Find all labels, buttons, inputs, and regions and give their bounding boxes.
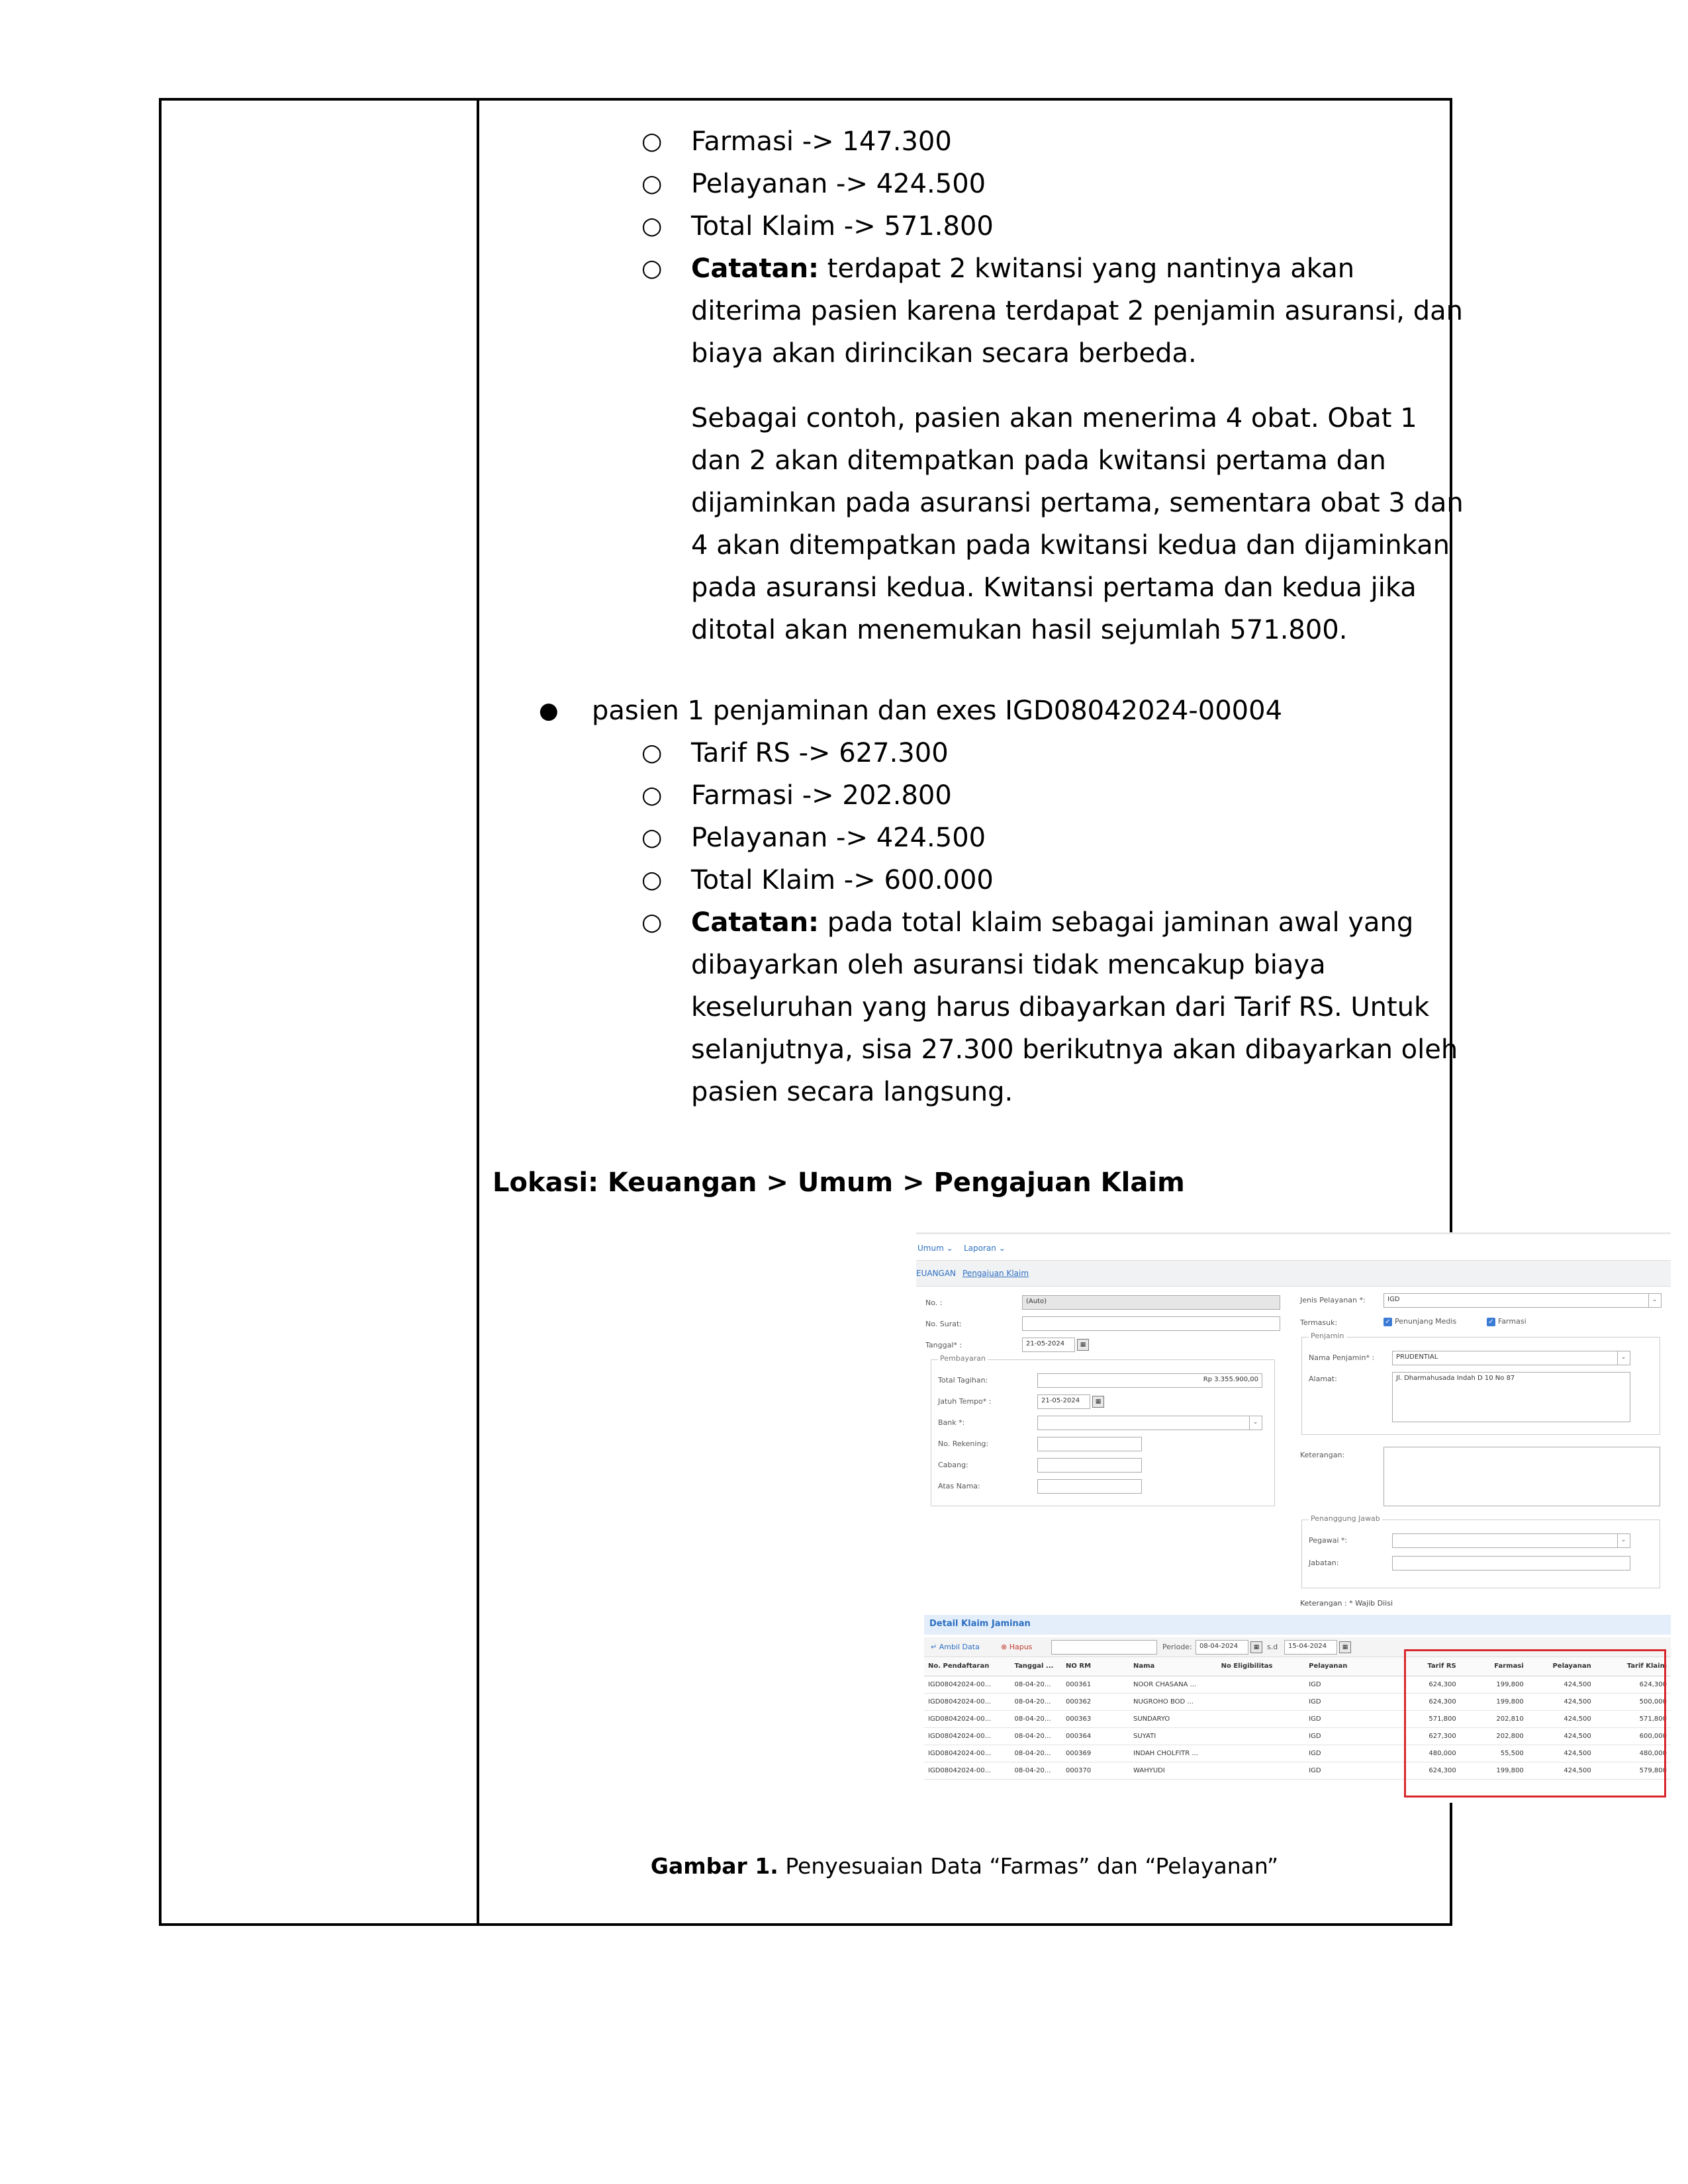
circle-bullet-icon: ○ <box>641 128 663 155</box>
table-cell: 199,800 <box>1460 1762 1528 1779</box>
figure-caption <box>492 1853 1436 1879</box>
column-header[interactable]: No Eligibilitas <box>1217 1657 1305 1676</box>
table-cell: IGD08042024-00... <box>924 1745 1011 1762</box>
column-divider <box>477 101 479 1923</box>
caption-text: Penyesuaian Data “Farmas” dan “Pelayanan” <box>778 1853 1279 1879</box>
table-cell: 199,800 <box>1460 1676 1528 1693</box>
table-cell: IGD08042024-00... <box>924 1727 1011 1745</box>
search-input[interactable] <box>1051 1640 1157 1655</box>
nama-penjamin-select[interactable]: PRUDENTIAL <box>1392 1351 1630 1365</box>
table-cell: 624,300 <box>1406 1693 1460 1710</box>
table-cell: 624,300 <box>1595 1676 1671 1693</box>
bullet-item: ● pasien 1 penjaminan dan exes IGD08042024-00004 <box>592 690 1452 732</box>
table-cell: 424,500 <box>1528 1727 1595 1745</box>
keterangan-field[interactable] <box>1383 1447 1660 1506</box>
table-cell: SUNDARYO <box>1129 1710 1217 1727</box>
list-item: ○ Farmasi -> 147.300 <box>691 120 1466 163</box>
table-cell: 08-04-20... <box>1011 1676 1062 1693</box>
tab-bar <box>916 1260 1671 1287</box>
table-cell: 480,000 <box>1406 1745 1460 1762</box>
no-surat-field[interactable] <box>1022 1316 1280 1331</box>
table-cell: 579,800 <box>1595 1762 1671 1779</box>
menu-bar <box>916 1232 1671 1260</box>
circle-bullet-icon: ○ <box>641 866 663 893</box>
check-icon: ✓ <box>1487 1318 1495 1326</box>
table-cell: IGD <box>1305 1727 1406 1745</box>
atas-nama-label: Atas Nama: <box>938 1482 980 1490</box>
calendar-icon[interactable]: ▦ <box>1077 1339 1089 1351</box>
column-header[interactable]: Tarif Klaim <box>1595 1657 1671 1676</box>
no-rekening-label: No. Rekening: <box>938 1439 989 1448</box>
no-surat-label: No. Surat: <box>925 1320 962 1328</box>
circle-bullet-icon: ○ <box>641 212 663 240</box>
table-cell: 000364 <box>1062 1727 1129 1745</box>
jatuh-tempo-label: Jatuh Tempo* : <box>938 1397 992 1406</box>
menu-laporan[interactable]: Laporan ⌄ <box>964 1244 1006 1253</box>
document-table <box>159 98 1667 1926</box>
table-cell: 000362 <box>1062 1693 1129 1710</box>
penjamin-group <box>1301 1332 1660 1435</box>
cabang-field[interactable] <box>1037 1458 1142 1473</box>
chevron-down-icon[interactable]: ⌄ <box>1648 1294 1660 1307</box>
circle-bullet-icon: ○ <box>641 255 663 282</box>
table-cell: 000370 <box>1062 1762 1129 1779</box>
table-cell: SUYATI <box>1129 1727 1217 1745</box>
table-cell: IGD08042024-00... <box>924 1676 1011 1693</box>
list-item: ○ Pelayanan -> 424.500 <box>691 163 1466 205</box>
table-cell: 500,000 <box>1595 1693 1671 1710</box>
chevron-down-icon[interactable]: ⌄ <box>1617 1351 1629 1365</box>
table-cell: 624,300 <box>1406 1762 1460 1779</box>
table-cell: 202,800 <box>1460 1727 1528 1745</box>
table-cell: 08-04-20... <box>1011 1710 1062 1727</box>
circle-bullet-icon: ○ <box>641 170 663 197</box>
nama-penjamin-label: Nama Penjamin* : <box>1309 1353 1375 1362</box>
keterangan-label: Keterangan: <box>1300 1451 1345 1459</box>
note-label: Catatan: <box>691 253 820 284</box>
column-header[interactable]: NO RM <box>1062 1657 1129 1676</box>
table-cell: 424,500 <box>1528 1745 1595 1762</box>
total-tagihan-label: Total Tagihan: <box>938 1376 988 1385</box>
bank-select[interactable] <box>1037 1416 1262 1430</box>
list-item: ○ Farmasi -> 202.800 <box>691 774 1466 817</box>
menu-umum[interactable]: Umum ⌄ <box>917 1244 953 1253</box>
ambil-data-button[interactable]: ↵ Ambil Data <box>931 1643 980 1651</box>
periode-to-field[interactable]: 15-04-2024 <box>1284 1640 1337 1655</box>
table-cell: 000363 <box>1062 1710 1129 1727</box>
highlight-box <box>1404 1649 1666 1797</box>
note-text: pada total klaim sebagai jaminan awal yang dibayarkan oleh asuransi tidak mencakup biaya keseluruhan yang harus dibayarkan dari Tarif RS. Untuk selanjutnya, sisa 27.300 berikutnya akan dibayarkan oleh pasien secara langsung. <box>691 907 1458 1107</box>
table-cell: 55,500 <box>1460 1745 1528 1762</box>
farmasi-checkbox[interactable]: ✓ Farmasi <box>1487 1317 1526 1326</box>
table-cell <box>1217 1676 1305 1693</box>
list-item: ○ Total Klaim -> 600.000 <box>691 859 1466 901</box>
table-cell: 000369 <box>1062 1745 1129 1762</box>
periode-label: Periode: <box>1162 1643 1192 1651</box>
table-cell: 624,300 <box>1406 1676 1460 1693</box>
content-cell <box>492 120 1667 1910</box>
table-cell <box>1217 1693 1305 1710</box>
detail-klaim-title: Detail Klaim Jaminan <box>924 1615 1671 1635</box>
table-cell: 08-04-20... <box>1011 1727 1062 1745</box>
table-cell: IGD <box>1305 1676 1406 1693</box>
table-cell <box>1217 1745 1305 1762</box>
circle-bullet-icon: ○ <box>641 909 663 936</box>
list-item: ○ Pelayanan -> 424.500 <box>691 817 1466 859</box>
caption-label: Gambar 1. <box>650 1853 778 1879</box>
note-item <box>641 248 1466 375</box>
circle-bullet-icon: ○ <box>641 782 663 809</box>
hapus-button[interactable]: ⊗ Hapus <box>1001 1643 1033 1651</box>
table-cell <box>1217 1762 1305 1779</box>
column-header[interactable]: Pelayanan <box>1528 1657 1595 1676</box>
bank-label: Bank *: <box>938 1418 965 1427</box>
example-paragraph: Sebagai contoh, pasien akan menerima 4 obat. Obat 1 dan 2 akan ditempatkan pada kwitansi pertama dan dijaminkan pada asuransi pertama, sementara obat 3 dan 4 akan ditempatkan pada kwitansi kedua dan dijaminkan pada asuransi kedua. Kwitansi pertama dan kedua jika ditotal akan menemukan hasil sejumlah 571.800. <box>691 403 1464 645</box>
wajib-note: Keterangan : * Wajib Diisi <box>1300 1599 1393 1608</box>
location-heading: Lokasi: Keuangan > Umum > Pengajuan Klaim <box>492 1167 1185 1198</box>
pegawai-label: Pegawai *: <box>1309 1536 1348 1545</box>
app-screenshot <box>916 1232 1671 1803</box>
circle-bullet-icon: ○ <box>641 739 663 766</box>
table-cell: NUGROHO BOD ... <box>1129 1693 1217 1710</box>
alamat-field[interactable]: Jl. Dharmahusada Indah D 10 No 87 <box>1392 1372 1630 1422</box>
table-cell: IGD08042024-00... <box>924 1693 1011 1710</box>
penanggung-jawab-title: Penanggung Jawab <box>1309 1514 1382 1523</box>
table-cell: IGD08042024-00... <box>924 1710 1011 1727</box>
table-cell: 08-04-20... <box>1011 1762 1062 1779</box>
table-cell: 571,800 <box>1595 1710 1671 1727</box>
jabatan-label: Jabatan: <box>1309 1559 1339 1567</box>
table-cell: 202,810 <box>1460 1710 1528 1727</box>
calendar-icon[interactable]: ▦ <box>1092 1396 1104 1408</box>
table-cell: 424,500 <box>1528 1710 1595 1727</box>
tanggal-field[interactable]: 21-05-2024 <box>1022 1338 1075 1352</box>
column-header[interactable]: Pelayanan <box>1305 1657 1406 1676</box>
table-cell: NOOR CHASANA ... <box>1129 1676 1217 1693</box>
table-cell: IGD <box>1305 1762 1406 1779</box>
total-tagihan-field[interactable]: Rp 3.355.900,00 <box>1037 1373 1262 1388</box>
tab-keuangan[interactable]: EUANGAN <box>916 1269 957 1278</box>
list-item: ○ Total Klaim -> 571.800 <box>691 205 1466 248</box>
column-header[interactable]: No. Pendaftaran <box>924 1657 1011 1676</box>
table-cell: 480,000 <box>1595 1745 1671 1762</box>
jenis-pelayanan-select[interactable]: IGD <box>1383 1293 1662 1308</box>
table-cell: 424,500 <box>1528 1762 1595 1779</box>
calendar-icon[interactable]: ▦ <box>1339 1641 1351 1653</box>
list-item: ○ Tarif RS -> 627.300 <box>691 732 1466 774</box>
pembayaran-group <box>931 1354 1275 1506</box>
filled-bullet-icon: ● <box>539 698 559 724</box>
sd-label: s.d <box>1267 1643 1278 1651</box>
no-field[interactable]: (Auto) <box>1022 1295 1280 1310</box>
tab-pengajuan-klaim[interactable]: Pengajuan Klaim <box>962 1269 1029 1278</box>
note-label: Catatan: <box>691 907 820 938</box>
column-header[interactable]: Tarif RS <box>1406 1657 1460 1676</box>
pembayaran-title: Pembayaran <box>938 1354 988 1363</box>
table-cell: 199,800 <box>1460 1693 1528 1710</box>
penunjang-medis-checkbox[interactable]: ✓ Penunjang Medis <box>1383 1317 1456 1326</box>
alamat-label: Alamat: <box>1309 1375 1337 1383</box>
table-cell: 600,000 <box>1595 1727 1671 1745</box>
no-label: No. : <box>925 1298 943 1307</box>
table-cell: 424,500 <box>1528 1676 1595 1693</box>
note-text: terdapat 2 kwitansi yang nantinya akan diterima pasien karena terdapat 2 penjamin asuransi, dan biaya akan dirincikan secara berbeda. <box>691 253 1463 369</box>
table-cell: INDAH CHOLFITR ... <box>1129 1745 1217 1762</box>
table-cell: 000361 <box>1062 1676 1129 1693</box>
chevron-down-icon[interactable]: ⌄ <box>1249 1416 1261 1430</box>
jatuh-tempo-field[interactable]: 21-05-2024 <box>1037 1394 1090 1409</box>
table-cell: IGD <box>1305 1710 1406 1727</box>
table-cell: 627,300 <box>1406 1727 1460 1745</box>
table-cell: WAHYUDI <box>1129 1762 1217 1779</box>
table-cell <box>1217 1710 1305 1727</box>
pegawai-select[interactable] <box>1392 1533 1630 1548</box>
cabang-label: Cabang: <box>938 1461 968 1469</box>
table-cell <box>1217 1727 1305 1745</box>
no-rekening-field[interactable] <box>1037 1437 1142 1451</box>
tanggal-label: Tanggal* : <box>925 1341 962 1349</box>
table-cell: 571,800 <box>1406 1710 1460 1727</box>
note-item <box>641 901 1466 1113</box>
jenis-pelayanan-label: Jenis Pelayanan *: <box>1300 1296 1366 1304</box>
check-icon: ✓ <box>1383 1318 1392 1326</box>
table-cell: IGD08042024-00... <box>924 1762 1011 1779</box>
penanggung-jawab-group <box>1301 1514 1660 1588</box>
atas-nama-field[interactable] <box>1037 1479 1142 1494</box>
calendar-icon[interactable]: ▦ <box>1250 1641 1262 1653</box>
column-header[interactable]: Farmasi <box>1460 1657 1528 1676</box>
circle-bullet-icon: ○ <box>641 824 663 851</box>
table-cell: 08-04-20... <box>1011 1745 1062 1762</box>
table-cell: 424,500 <box>1528 1693 1595 1710</box>
table-cell: 08-04-20... <box>1011 1693 1062 1710</box>
periode-from-field[interactable]: 08-04-2024 <box>1196 1640 1248 1655</box>
table-cell: IGD <box>1305 1745 1406 1762</box>
termasuk-label: Termasuk: <box>1300 1318 1338 1327</box>
column-header[interactable]: Tanggal ... <box>1011 1657 1062 1676</box>
column-header[interactable]: Nama <box>1129 1657 1217 1676</box>
chevron-down-icon[interactable]: ⌄ <box>1617 1534 1629 1547</box>
jabatan-field[interactable] <box>1392 1556 1630 1570</box>
penjamin-title: Penjamin <box>1309 1332 1346 1340</box>
table-cell: IGD <box>1305 1693 1406 1710</box>
